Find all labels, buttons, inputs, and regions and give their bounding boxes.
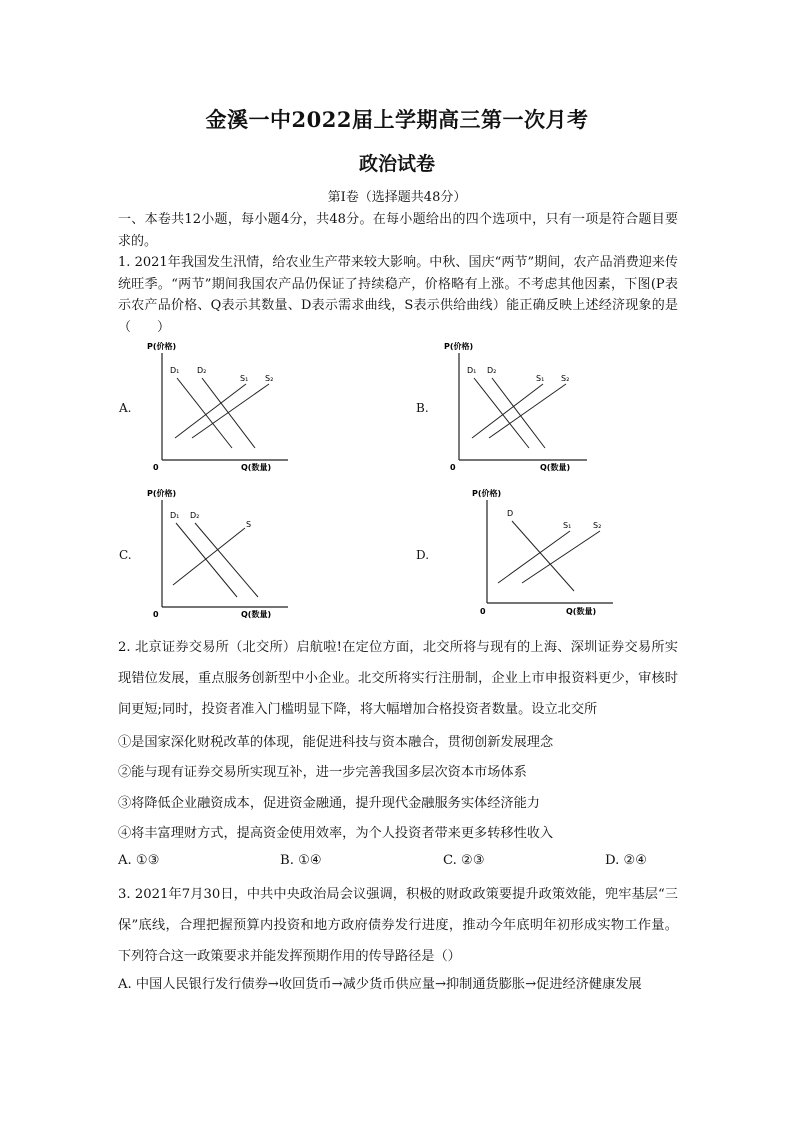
label-d2: D₂	[487, 366, 497, 375]
curve-s	[173, 528, 245, 585]
curve-d1	[474, 378, 529, 448]
question-3-stem: 3. 2021年7月30日，中共中央政治局会议强调，积极的财政政策要提升政策效能，兜牢基层“三保”底线，合理把握预算内投资和地方政府债券发行进度，推动今年底明年初形成实物工作量。下列符合这一政策要求并能发挥预期作用的传导路径是（）	[118, 887, 678, 964]
label-s1: S₁	[536, 374, 545, 383]
q2-option-b: B. ①④	[280, 853, 322, 868]
y-axis-label: P(价格)	[472, 489, 502, 498]
label-s2: S₂	[593, 521, 602, 530]
statement-2: ②能与现有证券交易所实现互补，进一步完善我国多层次资本市场体系	[118, 765, 527, 780]
y-axis-label: P(价格)	[147, 489, 177, 498]
q2-option-a: A. ①③	[118, 853, 160, 868]
graph-d	[470, 485, 620, 625]
x-axis-label: Q(数量)	[566, 607, 597, 616]
question-1-stem: 1. 2021年我国发生汛情，给农业生产带来较大影响。中秋、国庆“两节”期间，农产品消费迎来传统旺季。“两节”期间我国农产品仍保证了持续稳产，价格略有上涨。不考虑其他因素，下图(P表示农产品价格、Q表示其数量、D表示需求曲线，S表示供给曲线）能正确反映上述经济现象的是（ ）	[118, 255, 678, 335]
subject-title: 政治试卷	[358, 153, 435, 175]
q3-option-a: A. 中国人民银行发行债券→收回货币→减少货币供应量→抑制通货膨胀→促进经济健康发展	[118, 977, 642, 992]
curve-s1	[175, 384, 246, 438]
label-d1: D₁	[467, 366, 477, 375]
label-d: D	[507, 509, 514, 518]
x-axis-label: Q(数量)	[241, 610, 272, 619]
label-s1: S₁	[563, 521, 572, 530]
origin-label: 0	[153, 463, 159, 472]
instructions: 一、本卷共12小题，每小题4分，共48分。在每小题给出的四个选项中，只有一项是符合题目要求的。	[118, 212, 678, 249]
option-b-label: B.	[416, 401, 429, 415]
section-heading: 第Ⅰ卷（选择题共48分）	[327, 190, 467, 205]
origin-label: 0	[153, 610, 159, 619]
graph-a	[140, 338, 300, 478]
label-s2: S₂	[561, 374, 570, 383]
statement-4: ④将丰富理财方式，提高资金使用效率，为个人投资者带来更多转移性收入	[118, 826, 554, 841]
option-a-label: A.	[119, 401, 132, 415]
curve-d1	[177, 378, 232, 448]
graph-c	[140, 485, 300, 625]
label-s: S	[246, 520, 252, 529]
q2-option-d: D. ②④	[605, 853, 648, 868]
graph-b	[437, 338, 597, 478]
x-axis-label: Q(数量)	[540, 463, 571, 472]
label-d2: D₂	[190, 511, 200, 520]
curve-d1	[176, 523, 237, 597]
option-d-label: D.	[416, 548, 430, 562]
label-d1: D₁	[170, 366, 180, 375]
q2-option-c: C. ②③	[443, 853, 485, 868]
label-d1: D₁	[170, 511, 180, 520]
statement-3: ③将降低企业融资成本，促进资金融通，提升现代金融服务实体经济能力	[118, 796, 540, 811]
curve-d	[512, 521, 574, 591]
exam-title: 金溪一中2022届上学期高三第一次月考	[205, 107, 589, 132]
label-s1: S₁	[240, 374, 249, 383]
y-axis-label: P(价格)	[147, 342, 177, 351]
option-c-label: C.	[119, 548, 132, 562]
x-axis-label: Q(数量)	[241, 463, 272, 472]
statement-1: ①是国家深化财税改革的体现，能促进科技与资本融合，贯彻创新发展理念	[118, 735, 554, 750]
question-2-stem: 2. 北京证券交易所（北交所）启航啦!在定位方面，北交所将与现有的上海、深圳证券交易所实现错位发展，重点服务创新型中小企业。北交所将实行注册制，企业上市申报资料更少，审核时间更短;同时，投资者准入门槛明显下降，将大幅增加合格投资者数量。设立北交所	[118, 640, 678, 717]
label-s2: S₂	[265, 374, 274, 383]
label-d2: D₂	[197, 366, 207, 375]
origin-label: 0	[450, 463, 456, 472]
curve-s1	[472, 384, 543, 438]
origin-label: 0	[480, 607, 486, 616]
y-axis-label: P(价格)	[444, 342, 474, 351]
